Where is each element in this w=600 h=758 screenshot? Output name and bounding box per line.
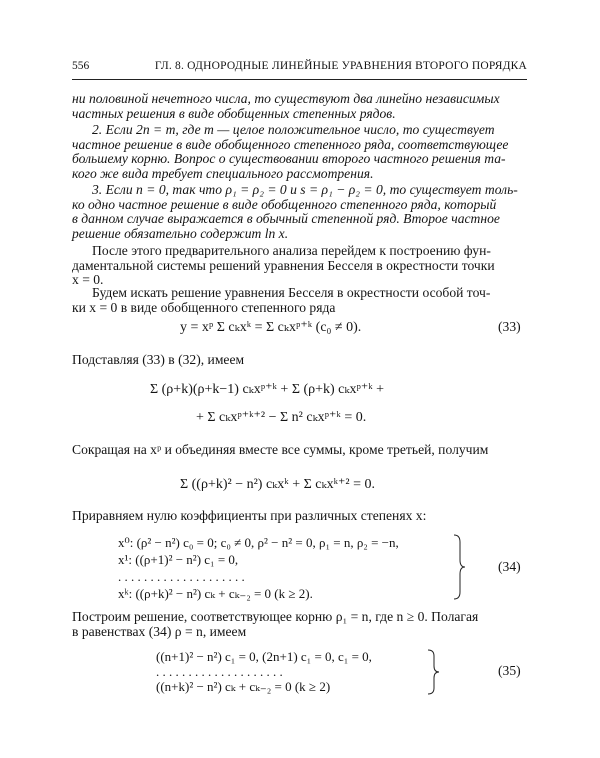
system-35-row: ((n+1)² − n²) c₁ = 0, (2n+1) c₁ = 0, c₁ = 0, <box>156 649 372 664</box>
text-line: Приравняем нулю коэффициенты при различных степенях x: <box>72 508 427 523</box>
text-line: ки x = 0 в виде обобщенного степенного ряда <box>72 299 336 315</box>
text-line: решение обязательно содержит ln x. <box>72 226 289 242</box>
paragraph-combine <box>72 443 527 458</box>
text-line: даментальной системы решений уравнения Бесселя в окрестности точки <box>72 257 495 273</box>
text-line: ко одно частное решение в виде обобщенного степенного ряда, который <box>72 196 497 212</box>
text-line: частное решение в виде обобщенного степенного ряда, соответствующее <box>72 136 509 152</box>
system-34-row: . . . . . . . . . . . . . . . . . . . . <box>118 569 245 584</box>
page-header <box>72 60 527 78</box>
system-34 <box>118 534 399 602</box>
paragraph-root <box>72 610 527 639</box>
paragraph-substitute <box>72 353 527 368</box>
equation-33: y = xᵖ Σ cₖxᵏ = Σ cₖxᵖ⁺ᵏ (c₀ ≠ 0). <box>180 320 362 335</box>
case1-continuation <box>72 92 527 121</box>
paragraph-analysis <box>72 244 527 288</box>
text-line: кого же вида требует специального рассмотрения. <box>72 166 374 182</box>
substituted-equation-line1: Σ (ρ+k)(ρ+k−1) cₖxᵖ⁺ᵏ + Σ (ρ+k) cₖxᵖ⁺ᵏ + <box>150 382 385 397</box>
text-line: большему корню. Вопрос о существовании второго частного решения та- <box>72 151 506 167</box>
combined-equation: Σ ((ρ+k)² − n²) cₖxᵏ + Σ cₖxᵏ⁺² = 0. <box>180 477 375 492</box>
case3-paragraph <box>72 183 527 242</box>
text-line: 2. Если 2n = m, где m — целое положительное число, то существует <box>92 122 495 137</box>
text-line: в данном случае выражается в обычный степенной ряд. Второе частное <box>72 211 500 227</box>
system-35 <box>156 649 372 694</box>
page-number: 556 <box>72 60 90 72</box>
paragraph-coefficients <box>72 509 527 524</box>
text-line: Построим решение, соответствующее корню ρ₁ = n, где n ≥ 0. Полагая <box>72 609 479 624</box>
paragraph-series <box>72 286 527 315</box>
system-34-row: xᵏ: ((ρ+k)² − n²) cₖ + cₖ₋₂ = 0 (k ≥ 2). <box>118 586 313 601</box>
text-line: Сокращая на xᵖ и объединяя вместе все суммы, кроме третьей, получим <box>72 442 489 457</box>
text-line: в равенствах (34) ρ = n, имеем <box>72 623 247 639</box>
equation-33-label: (33) <box>498 319 521 334</box>
system-35-row: . . . . . . . . . . . . . . . . . . . . <box>156 664 283 679</box>
substituted-equation-line2: + Σ cₖxᵖ⁺ᵏ⁺² − Σ n² cₖxᵖ⁺ᵏ = 0. <box>196 410 367 425</box>
text-line: 3. Если n = 0, так что ρ₁ = ρ₂ = 0 и s = ρ₁ − ρ₂ = 0, то существует толь- <box>92 182 518 197</box>
text-line: После этого предварительного анализа перейдем к построению фун- <box>92 243 491 258</box>
system-35-label: (35) <box>498 663 521 678</box>
text-line: Будем искать решение уравнения Бесселя в окрестности особой точ- <box>92 285 491 300</box>
text-line: частных решения в виде обобщенных степенных рядов. <box>72 105 396 121</box>
running-title: ГЛ. 8. ОДНОРОДНЫЕ ЛИНЕЙНЫЕ УРАВНЕНИЯ ВТОРОГО ПОРЯДКА <box>154 60 527 72</box>
text-line: x = 0. <box>72 272 104 288</box>
system-34-label: (34) <box>498 559 521 574</box>
system-35-row: ((n+k)² − n²) cₖ + cₖ₋₂ = 0 (k ≥ 2) <box>156 679 331 694</box>
system-34-row: x⁰: (ρ² − n²) c₀ = 0; c₀ ≠ 0, ρ² − n² = 0, ρ₁ = n, ρ₂ = −n, <box>118 535 399 550</box>
header-rule <box>72 79 527 80</box>
case2-paragraph <box>72 123 527 182</box>
text-line: Подставляя (33) в (32), имеем <box>72 352 245 367</box>
system-35-brace <box>426 649 440 695</box>
text-line: ни половиной нечетного числа, то существуют два линейно независимых <box>72 91 500 106</box>
system-34-row: x¹: ((ρ+1)² − n²) c₁ = 0, <box>118 552 239 567</box>
system-34-brace <box>452 534 466 600</box>
